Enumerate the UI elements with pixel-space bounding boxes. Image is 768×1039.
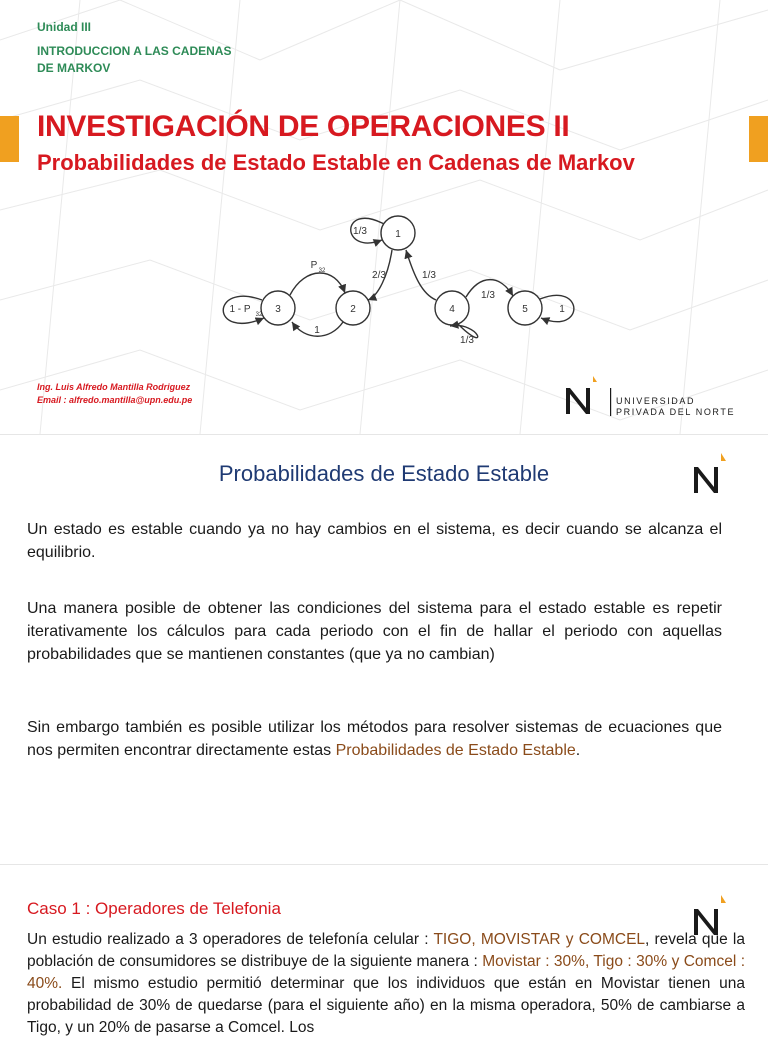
state-5-loop-label: 1 [559, 304, 565, 315]
case-operators: TIGO, MOVISTAR y COMCEL [433, 931, 646, 948]
upn-logo-text [616, 396, 735, 418]
edge-1-2-label: 2/3 [372, 270, 386, 281]
edge-2-3-label: 1 [314, 325, 320, 336]
main-subtitle: Probabilidades de Estado Estable en Cadenas de Markov [37, 150, 635, 175]
edge-3-2-label: P [310, 260, 318, 271]
paragraph-3-text: Sin embargo también es posible utilizar los métodos para resolver sistemas de ecuaciones que nos permiten encontrar directamente estas [27, 719, 722, 759]
flame-icon-2 [721, 895, 726, 903]
paragraph-2: Una manera posible de obtener las condiciones del sistema para el estado estable es repetir iterativamente los cálculos para cada periodo con el fin de hallar el periodo con aquellas probabilidades que se mantienen constantes (que ya no cambian) [27, 600, 722, 663]
case-slide [0, 864, 768, 1036]
edge-3-2-sub: 32 [318, 268, 326, 274]
loop-5 [540, 295, 574, 321]
title-slide [0, 0, 768, 434]
state-4-label: 4 [449, 304, 455, 315]
paragraph-3 [27, 716, 722, 762]
edge-3-2 [290, 273, 345, 295]
upn-logo-line2: PRIVADA DEL NORTE [616, 407, 736, 417]
edge-1-4-label: 1/3 [422, 270, 436, 281]
case-description [27, 929, 745, 1039]
upn-logo-line1: UNIVERSIDAD [616, 396, 696, 406]
flame-icon [721, 453, 726, 461]
accent-bar-right [749, 116, 768, 162]
state-3-label: 3 [275, 304, 281, 315]
loop-3-sub: 32 [255, 312, 263, 318]
case-title: Caso 1 : Operadores de Telefonia [27, 899, 281, 918]
state-5-label: 5 [522, 304, 528, 315]
unit-label: Unidad III [37, 20, 91, 34]
accent-bar-left [0, 116, 19, 162]
upn-logo-flame-icon [593, 376, 597, 382]
author-email: Email : alfredo.mantilla@upn.edu.pe [37, 395, 193, 405]
case-distribution: Movistar : 30%, Tigo : 30% y Comcel : 40%. [27, 953, 746, 992]
case-text-1: Un estudio realizado a 3 operadores de telefonía celular : [27, 931, 434, 948]
loop-4-label: 1/3 [460, 335, 474, 346]
steady-state-slide [0, 434, 768, 864]
main-title: INVESTIGACIÓN DE OPERACIONES II [37, 110, 570, 143]
author-info [37, 381, 192, 407]
state-2-label: 2 [350, 304, 356, 315]
edge-4-5-label: 1/3 [481, 290, 495, 301]
upn-logo-n-mark [566, 388, 590, 414]
paragraph-3-end: . [575, 742, 581, 759]
case-text-2: , revela que la población de consumidores se distribuye de la siguiente manera : [27, 931, 745, 970]
unit-subtitle: INTRODUCCION A LAS CADENAS DE MARKOV [37, 44, 232, 75]
state-1-label: 1 [395, 229, 401, 240]
case-text-3: El mismo estudio permitió determinar que los individuos que están en Movistar tienen una probabilidad de 30% de quedarse (para el siguiente año) en la misma operadora, 50% de cambiarse a Tigo, y un 20% de pasarse a Comcel. Los [27, 975, 745, 1036]
paragraph-3-highlight: Probabilidades de Estado Estable [335, 742, 576, 759]
loop-3-label: 1 - P [229, 304, 251, 315]
slide2-title: Probabilidades de Estado Estable [218, 461, 550, 486]
upn-logo-small [688, 449, 732, 497]
markov-chain-diagram [210, 196, 610, 361]
upn-logo-divider [610, 388, 611, 416]
author-name: Ing. Luis Alfredo Mantilla Rodriguez [37, 382, 191, 392]
loop-1-label: 1/3 [353, 226, 367, 237]
paragraph-1: Un estado es estable cuando ya no hay cambios en el sistema, es decir cuando se alcanza el equilibrio. [27, 521, 722, 561]
